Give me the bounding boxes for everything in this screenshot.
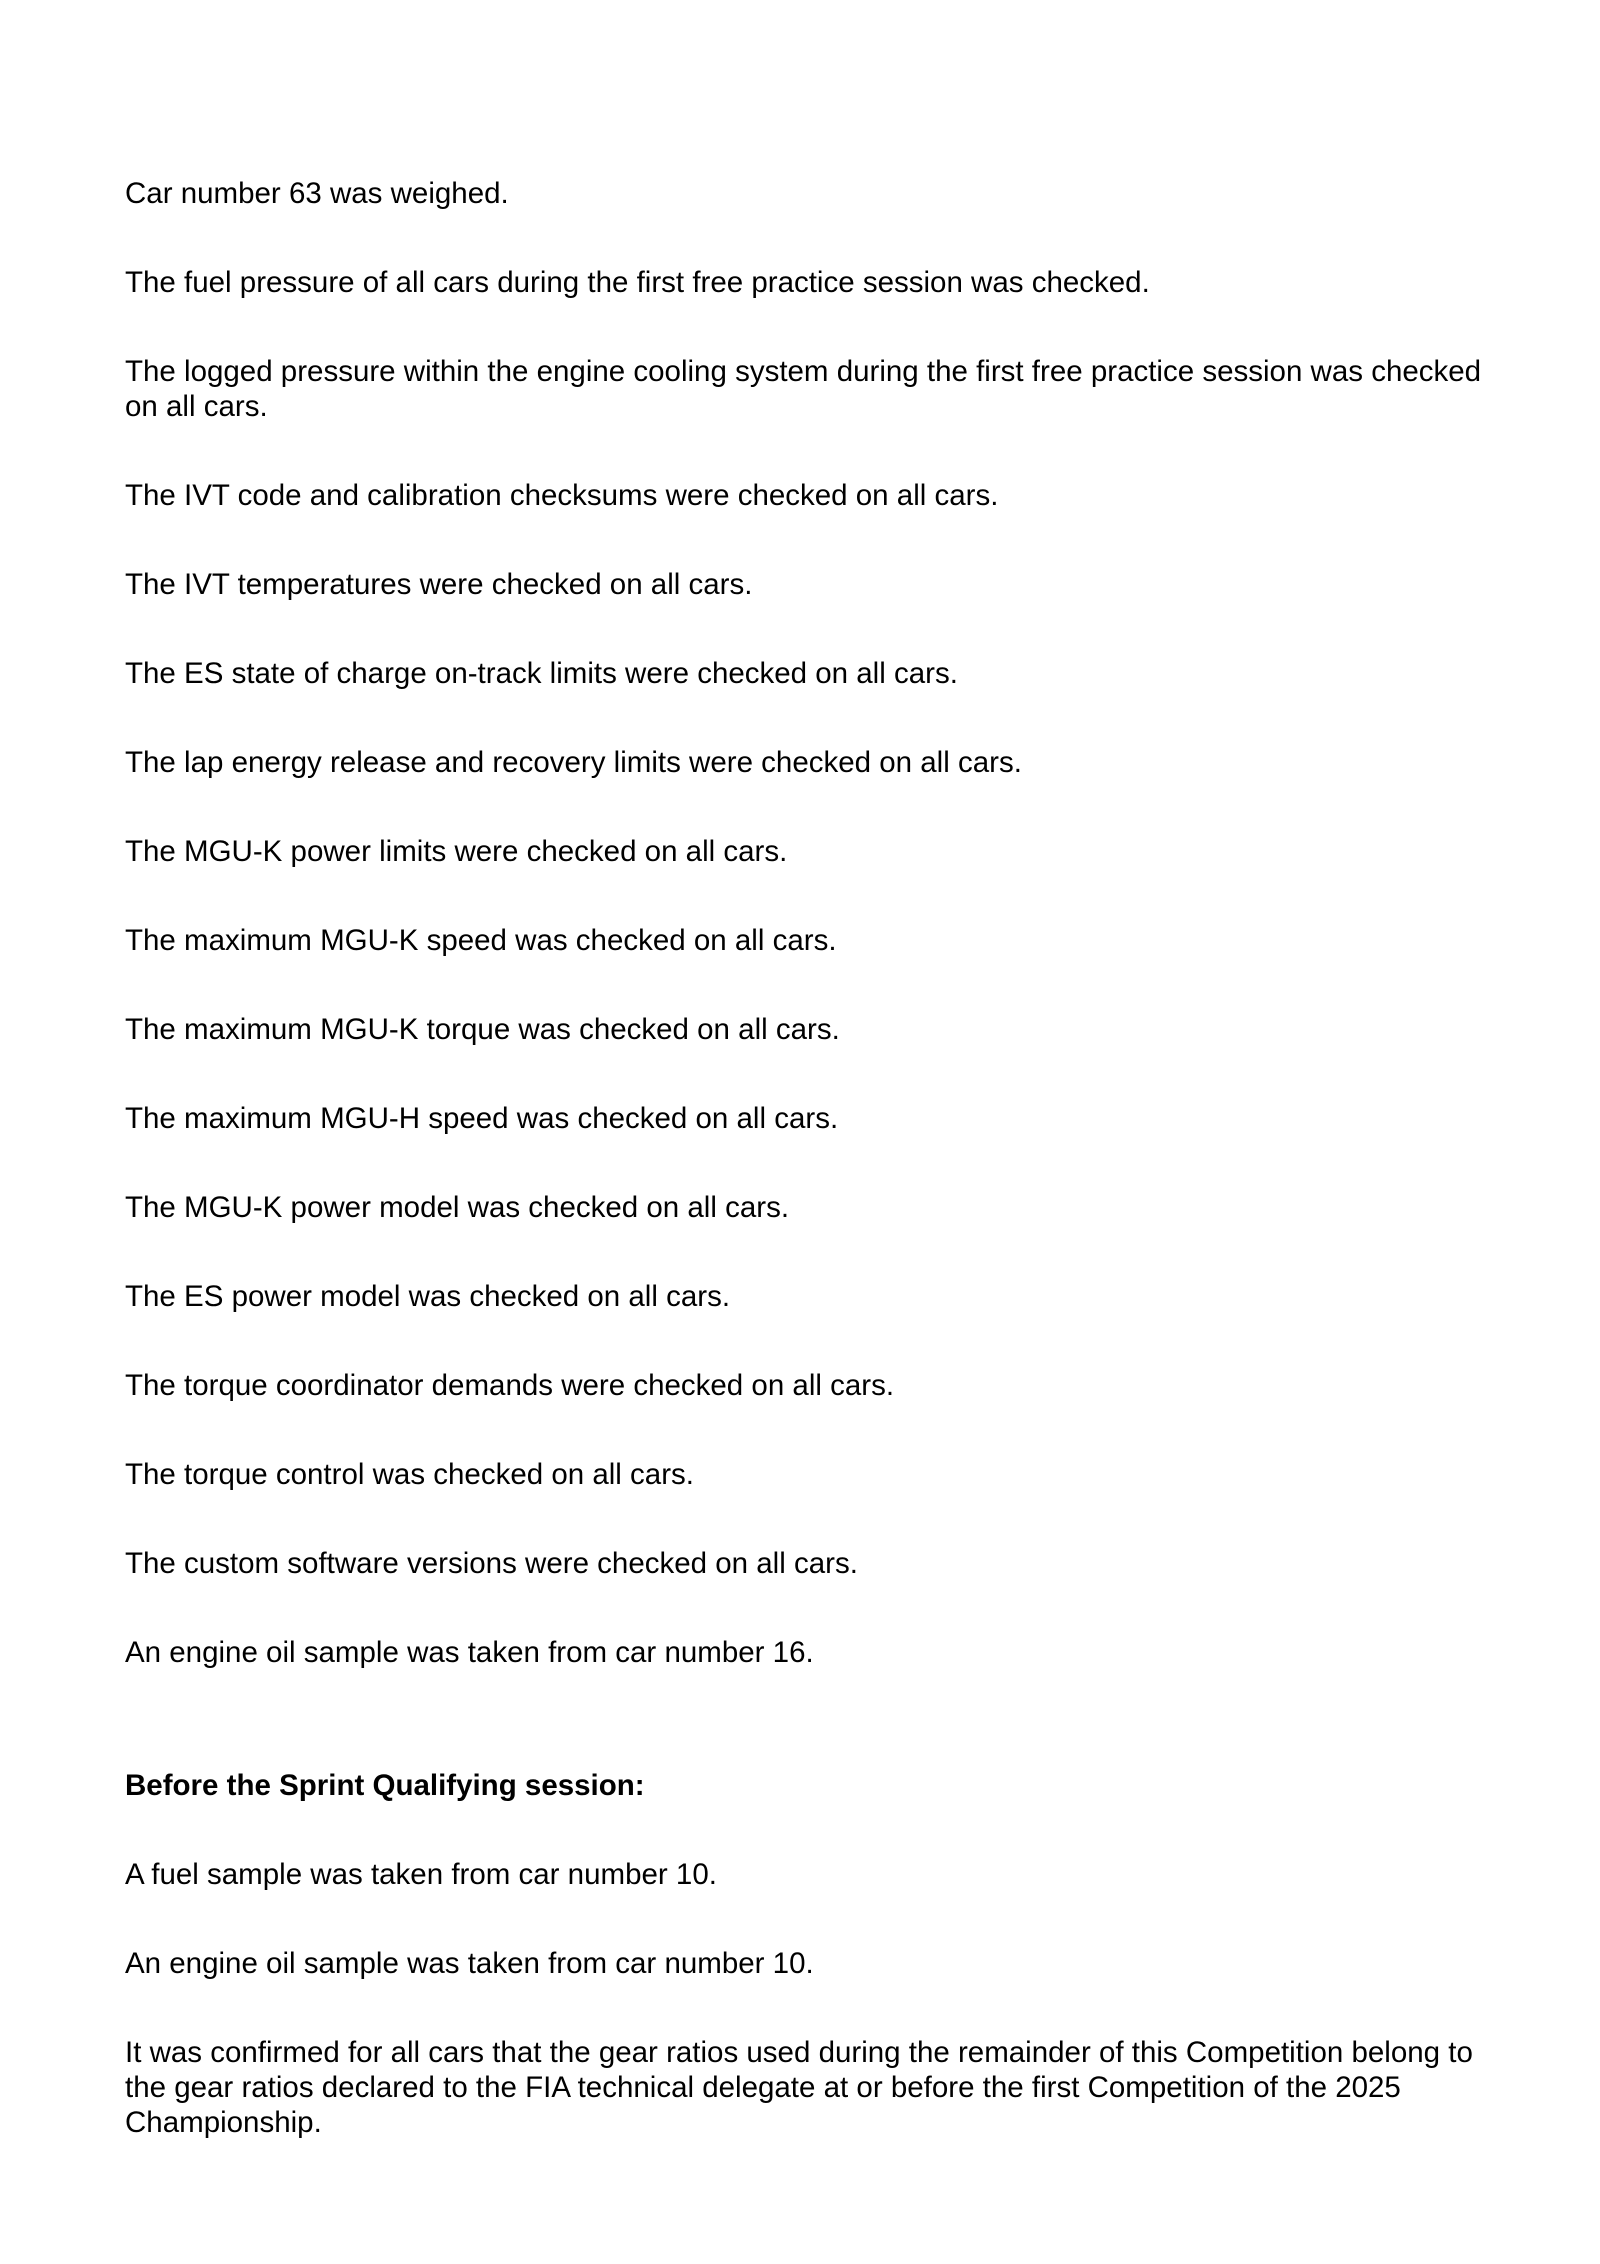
paragraph-mguk-torque: The maximum MGU-K torque was checked on all cars. (125, 1013, 840, 1046)
paragraph-gear-ratios: It was confirmed for all cars that the gear ratios used during the remainder of this Competition belong to the gear ratios declared to the FIA technical delegate at or before the first Competition of the 2025 Championship. (125, 2036, 1473, 2139)
paragraph-es-power-model: The ES power model was checked on all cars. (125, 1280, 731, 1313)
paragraph-car-weighed: Car number 63 was weighed. (125, 177, 509, 210)
document-body (125, 176, 1495, 2194)
paragraph-oil-sample-16: An engine oil sample was taken from car number 16. (125, 1636, 814, 1669)
paragraph-mguk-speed: The maximum MGU-K speed was checked on all cars. (125, 924, 837, 957)
paragraph-torque-control: The torque control was checked on all cars. (125, 1458, 694, 1491)
paragraph-torque-coordinator: The torque coordinator demands were checked on all cars. (125, 1369, 895, 1402)
paragraph-fuel-pressure: The fuel pressure of all cars during the first free practice session was checked. (125, 266, 1150, 299)
paragraph-ivt-temperatures: The IVT temperatures were checked on all cars. (125, 568, 753, 601)
paragraph-lap-energy: The lap energy release and recovery limits were checked on all cars. (125, 746, 1022, 779)
paragraph-cooling-pressure: The logged pressure within the engine cooling system during the first free practice session was checked on all cars. (125, 355, 1482, 423)
paragraph-mguh-speed: The maximum MGU-H speed was checked on all cars. (125, 1102, 839, 1135)
paragraph-software-versions: The custom software versions were checked on all cars. (125, 1547, 858, 1580)
section-heading: Before the Sprint Qualifying session: (125, 1769, 645, 1802)
paragraph-oil-sample-10: An engine oil sample was taken from car number 10. (125, 1947, 814, 1980)
paragraph-es-state-of-charge: The ES state of charge on-track limits were checked on all cars. (125, 657, 958, 690)
paragraph-ivt-checksums: The IVT code and calibration checksums were checked on all cars. (125, 479, 999, 512)
paragraph-mguk-power-model: The MGU-K power model was checked on all cars. (125, 1191, 790, 1224)
paragraph-fuel-sample-10: A fuel sample was taken from car number 10. (125, 1858, 717, 1891)
paragraph-mguk-power-limits: The MGU-K power limits were checked on all cars. (125, 835, 788, 868)
